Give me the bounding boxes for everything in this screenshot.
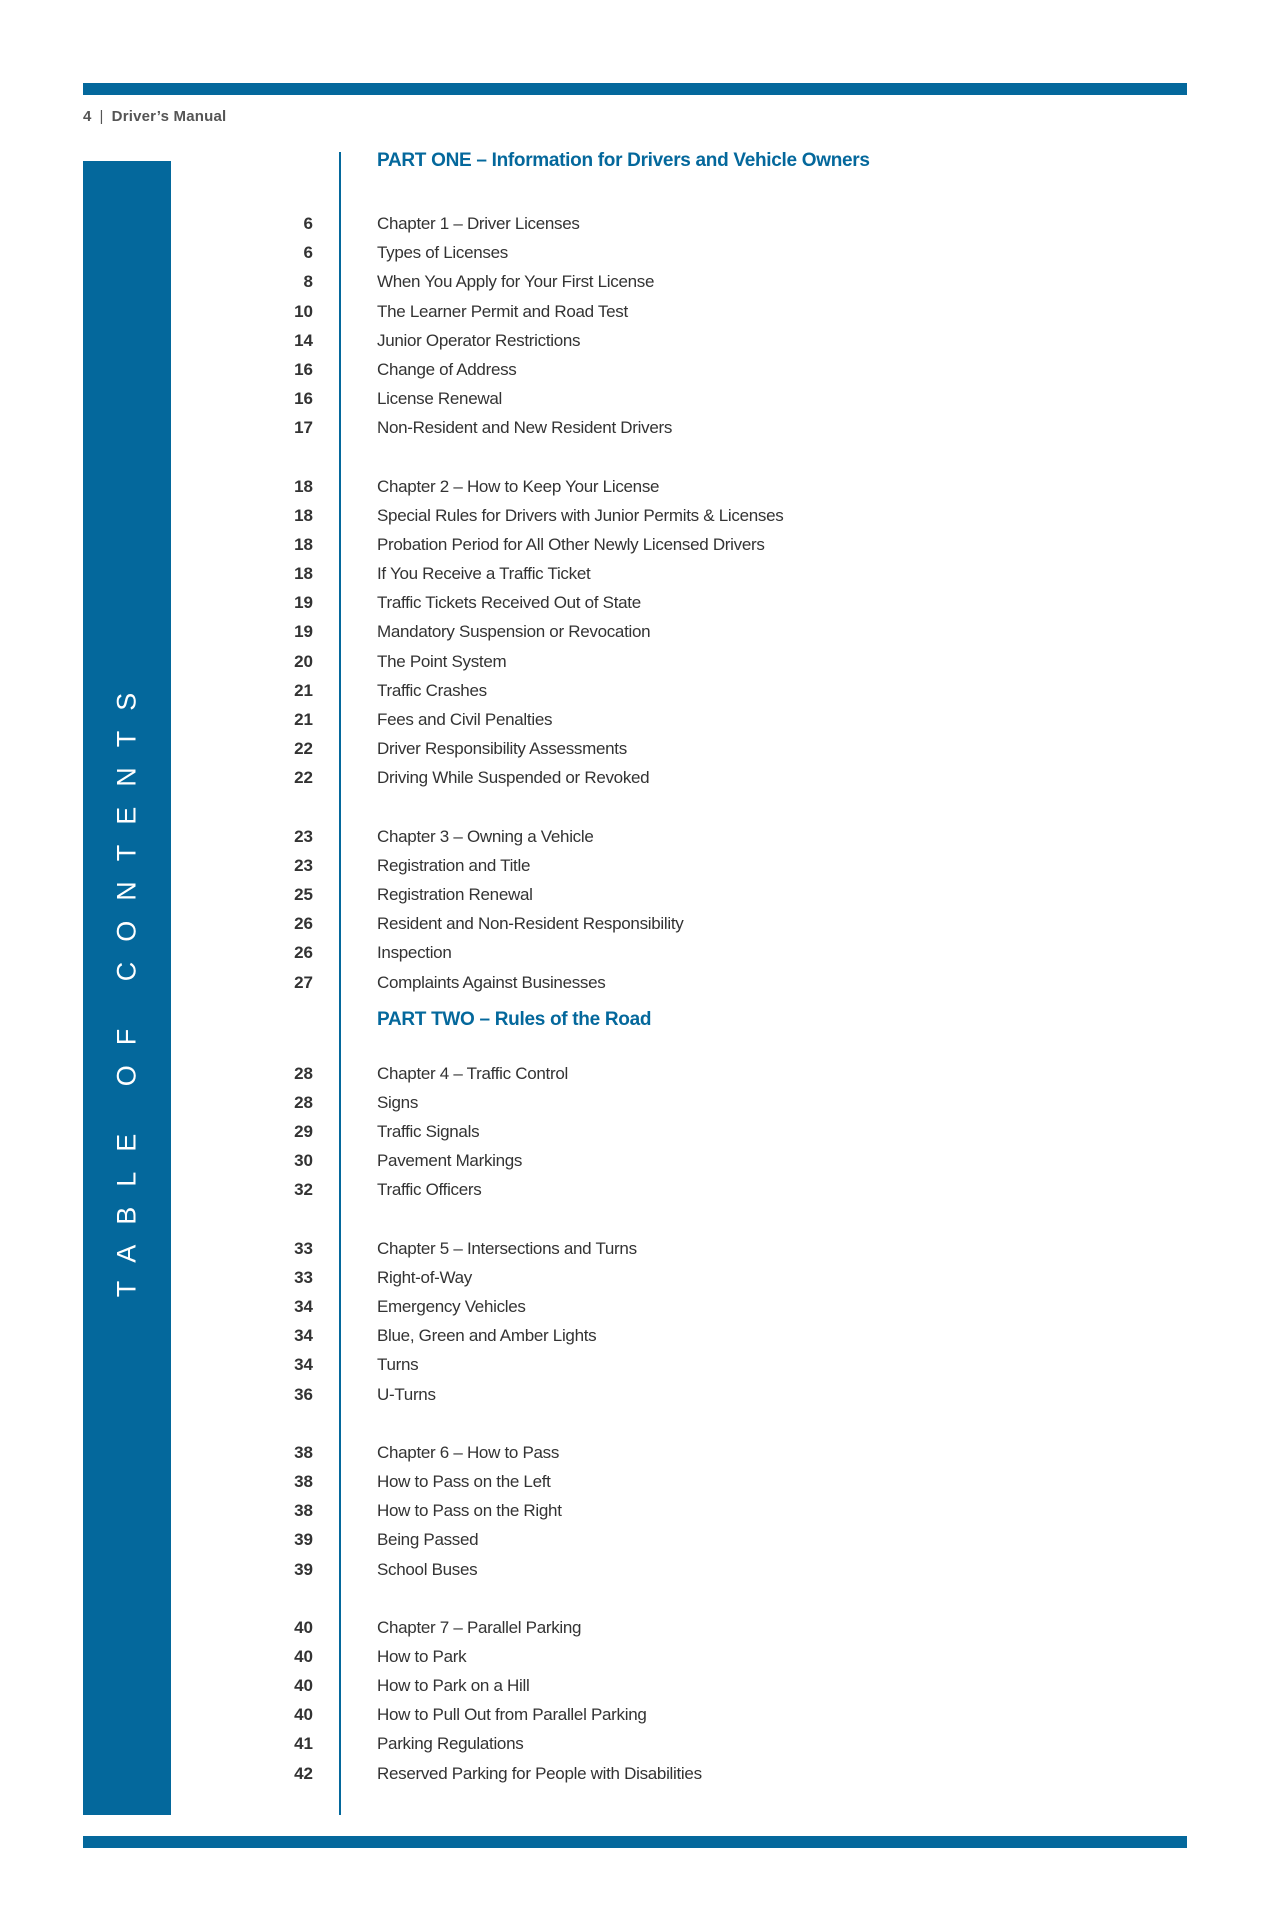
toc-entry-row[interactable] bbox=[0, 1700, 1262, 1729]
toc-page-number: 34 bbox=[294, 1355, 313, 1375]
toc-page-number: 17 bbox=[294, 418, 313, 438]
toc-entry-row[interactable] bbox=[0, 588, 1262, 617]
toc-entry-row[interactable] bbox=[0, 1729, 1262, 1758]
sidebar-title: TABLE OF CONTENTS bbox=[111, 672, 142, 1298]
toc-page-number: 6 bbox=[303, 214, 313, 233]
toc-entry-title: Chapter 3 – Owning a Vehicle bbox=[377, 826, 594, 846]
toc-page-number: 6 bbox=[303, 243, 313, 263]
part-heading-text: PART TWO – Rules of the Road bbox=[377, 1008, 652, 1030]
toc-page-number: 21 bbox=[294, 710, 313, 729]
toc-entry-row[interactable] bbox=[0, 530, 1262, 559]
toc-entry-row[interactable] bbox=[0, 705, 1262, 734]
toc-page-number: 40 bbox=[294, 1646, 313, 1666]
toc-entry-row[interactable] bbox=[0, 238, 1262, 267]
top-rule bbox=[83, 83, 1187, 95]
toc-entry-title: Right-of-Way bbox=[377, 1267, 472, 1287]
toc-entry-title: Traffic Tickets Received Out of State bbox=[377, 593, 641, 613]
part-heading-text: PART ONE – Information for Drivers and Vehicle Owners bbox=[377, 150, 870, 171]
toc-entry-row[interactable] bbox=[0, 1175, 1262, 1204]
toc-entry-title: Pavement Markings bbox=[377, 1151, 523, 1171]
toc-chapter-row[interactable] bbox=[0, 1438, 1262, 1467]
toc-entry-row[interactable] bbox=[0, 1146, 1262, 1175]
toc-page-number: 26 bbox=[294, 914, 313, 934]
toc-entry-row[interactable] bbox=[0, 734, 1262, 763]
toc-page-number: 19 bbox=[294, 593, 313, 613]
toc-entry-row[interactable] bbox=[0, 763, 1262, 792]
header-separator: | bbox=[99, 108, 104, 125]
spacer bbox=[0, 793, 1262, 822]
toc-entry-title: Emergency Vehicles bbox=[377, 1297, 526, 1316]
toc-page-number: 20 bbox=[294, 651, 313, 671]
toc-entry-title: How to Pull Out from Parallel Parking bbox=[377, 1705, 647, 1725]
toc-page-number: 23 bbox=[294, 826, 313, 846]
spacer bbox=[0, 1038, 1262, 1059]
toc-page-number: 38 bbox=[294, 1442, 313, 1462]
toc-page-number: 18 bbox=[294, 564, 313, 584]
toc-entry-title: Parking Regulations bbox=[377, 1734, 524, 1754]
toc-page-number: 27 bbox=[294, 972, 313, 992]
spacer bbox=[0, 1584, 1262, 1613]
toc-page-number: 32 bbox=[294, 1180, 313, 1200]
toc-entry-row[interactable] bbox=[0, 1525, 1262, 1554]
toc-entry-title: Chapter 5 – Intersections and Turns bbox=[377, 1238, 637, 1258]
toc-entry-title: If You Receive a Traffic Ticket bbox=[377, 564, 591, 584]
toc-entry-row[interactable] bbox=[0, 355, 1262, 384]
toc-entry-row[interactable] bbox=[0, 326, 1262, 355]
toc-entry-title: Chapter 2 – How to Keep Your License bbox=[377, 476, 660, 496]
toc-entry-row[interactable] bbox=[0, 1263, 1262, 1292]
spacer bbox=[0, 1205, 1262, 1234]
toc-entry-row[interactable] bbox=[0, 413, 1262, 442]
toc-page-number: 40 bbox=[294, 1676, 313, 1696]
toc-page-number: 18 bbox=[294, 505, 313, 525]
toc-entry-title: Driver Responsibility Assessments bbox=[377, 739, 627, 759]
toc-entry-row[interactable] bbox=[0, 1467, 1262, 1496]
toc-entry-title: Types of Licenses bbox=[377, 243, 508, 263]
toc-page-number: 29 bbox=[294, 1122, 313, 1142]
toc-page-number: 26 bbox=[294, 943, 313, 963]
toc-entry-title: Registration Renewal bbox=[377, 884, 533, 904]
toc-entry-row[interactable] bbox=[0, 1321, 1262, 1350]
toc-entry-row[interactable] bbox=[0, 968, 1262, 997]
toc-entry-title: Registration and Title bbox=[377, 855, 531, 875]
toc-entry-row[interactable] bbox=[0, 909, 1262, 938]
toc-chapter-row[interactable] bbox=[0, 209, 1262, 238]
toc-entry-title: How to Pass on the Left bbox=[377, 1471, 551, 1491]
toc-entry-title: Traffic Crashes bbox=[377, 680, 487, 700]
toc-entry-row[interactable] bbox=[0, 676, 1262, 705]
toc-entry-row[interactable] bbox=[0, 880, 1262, 909]
toc-entry-title: Signs bbox=[377, 1092, 419, 1112]
toc-page-number: 34 bbox=[294, 1297, 313, 1316]
toc-entry-row[interactable] bbox=[0, 617, 1262, 646]
toc-entry-row[interactable] bbox=[0, 1088, 1262, 1117]
toc-entry-title: Blue, Green and Amber Lights bbox=[377, 1326, 597, 1346]
spacer bbox=[0, 443, 1262, 472]
toc-page-number: 39 bbox=[294, 1559, 313, 1579]
toc-entry-row[interactable] bbox=[0, 267, 1262, 296]
toc-page-number: 14 bbox=[294, 330, 313, 350]
toc-entry-title: The Point System bbox=[377, 651, 507, 671]
toc-entry-title: Reserved Parking for People with Disabilities bbox=[377, 1763, 702, 1783]
toc-page-number: 25 bbox=[294, 884, 313, 904]
toc-entry-row[interactable] bbox=[0, 384, 1262, 413]
toc-page-number: 19 bbox=[294, 622, 313, 642]
spacer bbox=[0, 997, 1262, 1009]
toc-entry-title: Turns bbox=[377, 1355, 419, 1375]
spacer bbox=[0, 1409, 1262, 1438]
toc-entry-title: Non-Resident and New Resident Drivers bbox=[377, 418, 673, 438]
toc-page-number: 38 bbox=[294, 1501, 313, 1521]
toc-entry-title: Inspection bbox=[377, 943, 452, 963]
toc-page-number: 22 bbox=[294, 739, 313, 759]
toc-page-number: 39 bbox=[294, 1530, 313, 1550]
toc-page-number: 22 bbox=[294, 768, 313, 788]
toc-entry-row[interactable] bbox=[0, 1117, 1262, 1146]
toc-entry-title: How to Park bbox=[377, 1646, 467, 1666]
toc-entry-row[interactable] bbox=[0, 1350, 1262, 1379]
toc-entry-row[interactable] bbox=[0, 1496, 1262, 1525]
toc-entry-title: How to Pass on the Right bbox=[377, 1501, 562, 1521]
toc-entry-title: Traffic Officers bbox=[377, 1180, 482, 1200]
toc-page-number: 38 bbox=[294, 1471, 313, 1491]
toc-page-number: 36 bbox=[294, 1384, 313, 1404]
toc-page-number: 18 bbox=[294, 476, 313, 496]
toc-entry-row[interactable] bbox=[0, 1671, 1262, 1700]
table-of-contents bbox=[0, 150, 1262, 1788]
toc-page-number: 42 bbox=[294, 1763, 313, 1783]
toc-entry-row[interactable] bbox=[0, 1292, 1262, 1321]
toc-entry-title: Special Rules for Drivers with Junior Permits & Licenses bbox=[377, 505, 784, 525]
toc-entry-title: Resident and Non-Resident Responsibility bbox=[377, 914, 684, 934]
toc-entry-row[interactable] bbox=[0, 647, 1262, 676]
toc-chapter-row[interactable] bbox=[0, 1234, 1262, 1263]
toc-entry-row[interactable] bbox=[0, 1555, 1262, 1584]
toc-entry-title: Chapter 7 – Parallel Parking bbox=[377, 1617, 582, 1637]
toc-entry-title: Complaints Against Businesses bbox=[377, 972, 606, 992]
toc-entry-title: Junior Operator Restrictions bbox=[377, 330, 581, 350]
toc-chapter-row[interactable] bbox=[0, 472, 1262, 501]
toc-page-number: 34 bbox=[294, 1326, 313, 1346]
toc-entry-title: Probation Period for All Other Newly Licensed Drivers bbox=[377, 534, 765, 554]
toc-entry-row[interactable] bbox=[0, 501, 1262, 530]
part-heading bbox=[0, 1009, 1262, 1038]
toc-page-number: 16 bbox=[294, 389, 313, 409]
toc-entry-row[interactable] bbox=[0, 1759, 1262, 1788]
toc-entry-title: Change of Address bbox=[377, 359, 517, 379]
toc-entry-title: Chapter 6 – How to Pass bbox=[377, 1442, 560, 1462]
toc-entry-row[interactable] bbox=[0, 1642, 1262, 1671]
toc-entry-title: How to Park on a Hill bbox=[377, 1676, 530, 1696]
part-heading bbox=[0, 150, 1262, 179]
toc-entry-row[interactable] bbox=[0, 297, 1262, 326]
toc-entry-row[interactable] bbox=[0, 938, 1262, 967]
toc-chapter-row[interactable] bbox=[0, 1059, 1262, 1088]
toc-entry-row[interactable] bbox=[0, 1380, 1262, 1409]
toc-page-number: 18 bbox=[294, 534, 313, 554]
manual-title: Driver’s Manual bbox=[111, 108, 227, 125]
toc-entry-title: Fees and Civil Penalties bbox=[377, 710, 553, 729]
toc-entry-row[interactable] bbox=[0, 851, 1262, 880]
toc-page-number: 33 bbox=[294, 1267, 313, 1287]
toc-page-number: 33 bbox=[294, 1238, 313, 1258]
toc-page-number: 30 bbox=[294, 1151, 313, 1171]
toc-page-number: 40 bbox=[294, 1705, 313, 1725]
toc-entry-title: Driving While Suspended or Revoked bbox=[377, 768, 650, 788]
toc-entry-title: School Buses bbox=[377, 1559, 478, 1579]
toc-entry-title: The Learner Permit and Road Test bbox=[377, 301, 628, 321]
bottom-rule bbox=[83, 1836, 1187, 1848]
toc-page-number: 23 bbox=[294, 855, 313, 875]
toc-entry-title: Being Passed bbox=[377, 1530, 479, 1550]
toc-chapter-row[interactable] bbox=[0, 822, 1262, 851]
page-number: 4 bbox=[83, 108, 92, 125]
toc-page-number: 40 bbox=[294, 1617, 313, 1637]
running-header bbox=[83, 108, 226, 125]
toc-entry-title: Traffic Signals bbox=[377, 1122, 480, 1142]
toc-entry-title: U-Turns bbox=[377, 1384, 436, 1404]
toc-page-number: 41 bbox=[294, 1734, 313, 1754]
toc-page-number: 28 bbox=[294, 1092, 313, 1112]
spacer bbox=[0, 179, 1262, 209]
toc-page-number: 8 bbox=[303, 272, 313, 292]
toc-entry-title: License Renewal bbox=[377, 389, 502, 409]
toc-page-number: 10 bbox=[294, 301, 313, 321]
toc-entry-title: Mandatory Suspension or Revocation bbox=[377, 622, 651, 642]
toc-entry-title: Chapter 4 – Traffic Control bbox=[377, 1063, 568, 1083]
toc-chapter-row[interactable] bbox=[0, 1613, 1262, 1642]
toc-page-number: 16 bbox=[294, 359, 313, 379]
toc-page-number: 21 bbox=[294, 680, 313, 700]
toc-entry-title: When You Apply for Your First License bbox=[377, 272, 655, 292]
toc-entry-row[interactable] bbox=[0, 559, 1262, 588]
toc-page-number: 28 bbox=[294, 1063, 313, 1083]
toc-entry-title: Chapter 1 – Driver Licenses bbox=[377, 214, 580, 233]
